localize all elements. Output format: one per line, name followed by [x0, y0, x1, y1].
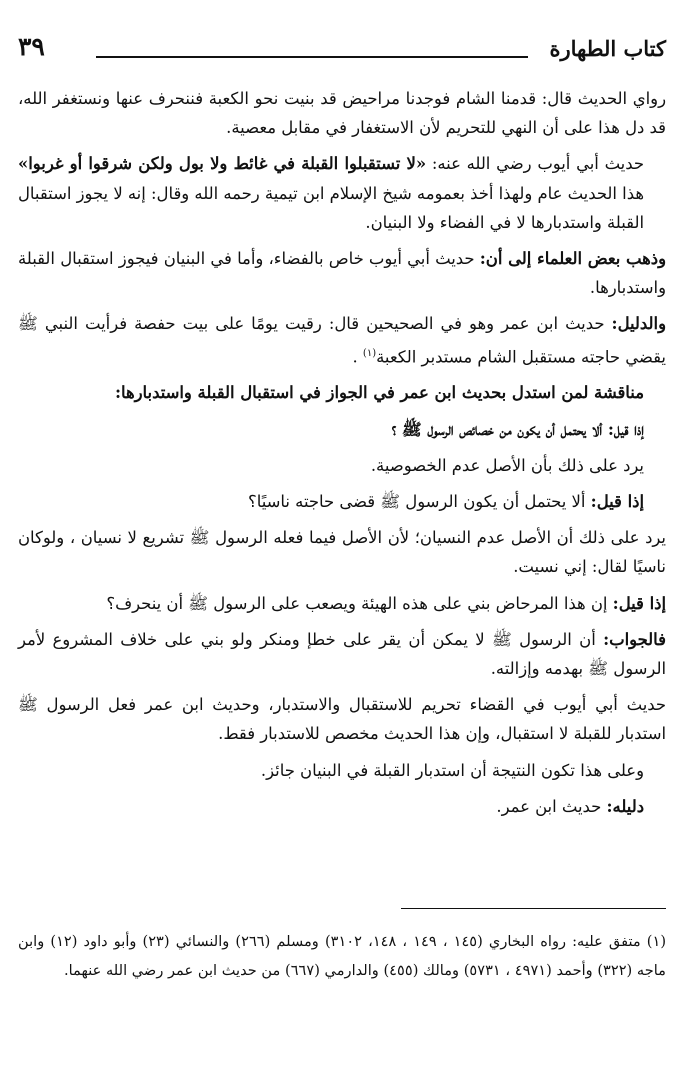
paragraph-text: حديث ابن عمر. [496, 796, 607, 816]
paragraph-text: . [352, 347, 363, 367]
question-text: إذا قيل: ألا يحتمل أن يكون من خصائص الرسول ﷺ ؟ [391, 419, 644, 439]
hadith-quote: «لا تستقبلوا القبلة في غائط ولا بول ولكن شرقوا أو غربوا» [18, 154, 427, 174]
paragraph-12 [18, 690, 666, 748]
paragraph-14 [18, 792, 666, 821]
paragraph-6 [18, 415, 666, 444]
paragraph-9 [18, 523, 666, 581]
paragraph-text: إن هذا المرحاض بني على هذه الهيئة ويصعب على الرسول ﷺ أن ينحرف؟ [106, 593, 613, 613]
paragraph-text: أن الرسول ﷺ لا يمكن أن يقر على خطإ ومنكر ولو بني على خلاف المشروع لأمر الرسول ﷺ بهدمه وإزالته. [18, 629, 666, 678]
footnote-rule [401, 908, 666, 909]
paragraph-13 [18, 756, 666, 785]
paragraph-text: يرد على ذلك بأن الأصل عدم الخصوصية. [370, 455, 644, 475]
footnote-text: (١) متفق عليه: رواه البخاري (١٤٥ ، ١٤٩ ، ١٤٨، ٣١٠٢) ومسلم (٢٦٦) والنسائي (٢٣) وأبو داود (١٢) وابن ماجه (٣٢٢) وأحمد (٤٩٧١ ، ٥٧٣١) ومالك (٤٥٥) والدارمي (٦٦٧) من حديث ابن عمر رضي الله عنهما. [18, 933, 667, 979]
chapter-title: كتاب الطهارة [549, 36, 666, 61]
paragraph-text: هذا الحديث عام ولهذا أخذ بعمومه شيخ الإسلام ابن تيمية رحمه الله وقال: إنه لا يجوز استقبال القبلة واستدبارها لا في الفضاء ولا البنيان. [18, 183, 644, 232]
footnote [18, 928, 666, 985]
page-header [18, 32, 666, 70]
paragraph-4 [18, 309, 666, 371]
footnote-ref: (١) [362, 347, 377, 359]
paragraph-text: ألا يحتمل أن يكون الرسول ﷺ قضى حاجته ناسيًا؟ [248, 491, 591, 511]
paragraph-lead: دليله: [606, 796, 644, 816]
paragraph-3 [18, 244, 666, 302]
paragraph-text: وعلى هذا تكون النتيجة أن استدبار القبلة في البنيان جائز. [260, 760, 644, 780]
section-heading: مناقشة لمن استدل بحديث ابن عمر في الجواز في استقبال القبلة واستدبارها: [114, 383, 644, 403]
page-number: ٣٩ [18, 32, 45, 61]
header-rule [96, 56, 528, 58]
paragraph-8 [18, 487, 666, 516]
paragraph-text: حديث أبي أيوب خاص بالفضاء، وأما في البنيان فيجوز استقبال القبلة واستدبارها. [17, 249, 666, 298]
paragraph-lead: والدليل: [611, 314, 666, 334]
paragraph-lead: إذا قيل: [612, 593, 666, 613]
paragraph-10 [18, 589, 666, 618]
paragraph-11 [18, 625, 666, 683]
paragraph-7 [18, 451, 666, 480]
paragraph-text: رواي الحديث قال: قدمنا الشام فوجدنا مراحيض قد بنيت نحو الكعبة فننحرف عنها ونستغفر الله، قد دل هذا على أن النهي للتحريم لأن الاستغفار في مقابل معصية. [18, 89, 666, 138]
paragraph-lead: وذهب بعض العلماء إلى أن: [479, 249, 666, 269]
paragraph-lead: إذا قيل: [590, 491, 644, 511]
paragraph-lead: فالجواب: [603, 629, 666, 649]
paragraph-5 [18, 378, 666, 407]
page-body [18, 84, 666, 828]
paragraph-text: حديث أبي أيوب رضي الله عنه: [426, 154, 644, 174]
paragraph-text: حديث أبي أيوب في القضاء تحريم للاستقبال والاستدبار، وحديث ابن عمر فعل الرسول ﷺ استدبار للقبلة لا استقبال، وإن هذا الحديث مخصص للاستدبار فقط. [18, 695, 666, 744]
paragraph-text: حديث ابن عمر وهو في الصحيحين قال: رقيت يومًا على بيت حفصة فرأيت النبي ﷺ يقضي حاجته مستقبل الشام مستدبر الكعبة [18, 314, 666, 367]
paragraph-2 [18, 149, 666, 237]
paragraph-1 [18, 84, 666, 142]
paragraph-text: يرد على ذلك أن الأصل عدم النسيان؛ لأن الأصل فيما فعله الرسول ﷺ تشريع لا نسيان ، ولوكان ناسيًا لقال: إني نسيت. [18, 528, 666, 577]
